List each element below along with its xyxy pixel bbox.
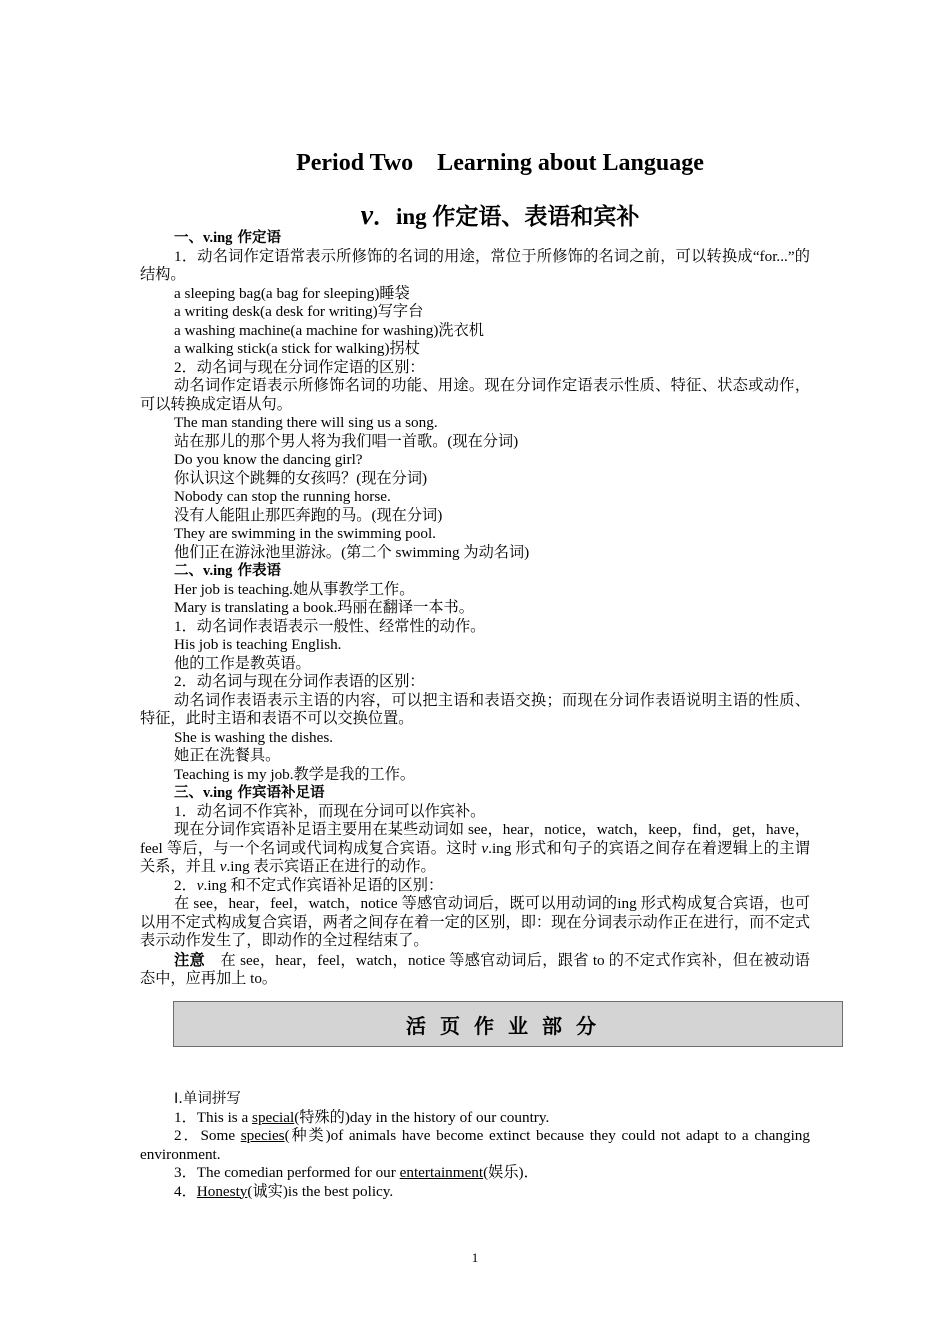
section1-heading: 一、v.ing 作定语 xyxy=(174,230,281,246)
example: Do you know the dancing girl? xyxy=(174,451,363,468)
answer-blank: special xyxy=(252,1108,295,1126)
exercise-heading: Ⅰ.单词拼写 xyxy=(174,1091,241,1107)
subtitle-v: v xyxy=(360,200,373,231)
example: a washing machine(a machine for washing)洗衣机 xyxy=(174,321,484,339)
example: Teaching is my job.教学是我的工作。 xyxy=(174,765,416,783)
example: a sleeping bag(a bag for sleeping)睡袋 xyxy=(174,284,410,302)
page-number: 1 xyxy=(471,1250,479,1265)
grammar-notes xyxy=(140,229,810,989)
example: 站在那儿的那个男人将为我们唱一首歌。(现在分词) xyxy=(174,432,519,450)
example: a walking stick(a stick for walking)拐杖 xyxy=(174,340,420,357)
paragraph: 2．动名词与现在分词作表语的区别： xyxy=(174,673,425,690)
exercise-item: 2．Some species(种类)of animals have become extinct because they could not adapt to a changing environment. xyxy=(140,1127,810,1163)
paragraph: 1．动名词作表语表示一般性、经常性的动作。 xyxy=(174,617,486,635)
answer-blank: Honesty xyxy=(196,1182,248,1200)
exercise-item: 1．This is a special(特殊的)day in the history of our country. xyxy=(174,1108,550,1126)
example: 她正在洗餐具。 xyxy=(174,747,281,764)
paragraph: 1．动名词作定语常表示所修饰的名词的用途，常位于所修饰的名词之前，可以转换成“for...”的结构。 xyxy=(140,247,810,283)
answer-blank: entertainment xyxy=(399,1164,484,1181)
subtitle-rest: ．ing 作定语、表语和宾补 xyxy=(373,204,640,229)
example: 他的工作是教英语。 xyxy=(174,654,311,672)
example: Mary is translating a book.玛丽在翻译一本书。 xyxy=(174,599,474,616)
page-title: Period Two Learning about Language xyxy=(296,150,704,176)
paragraph: 2．v.ing 和不定式作宾语补足语的区别： xyxy=(174,876,444,894)
paragraph: 2．动名词与现在分词作定语的区别： xyxy=(174,358,425,376)
note-keyword: 注意 xyxy=(174,950,206,969)
section-subtitle xyxy=(0,198,950,232)
example: 你认识这个跳舞的女孩吗？(现在分词) xyxy=(174,469,428,487)
paragraph: 动名词作定语表示所修饰名词的功能、用途。现在分词作定语表示性质、特征、状态或动作，可以转换成定语从句。 xyxy=(140,377,810,413)
example: Her job is teaching.她从事教学工作。 xyxy=(174,580,415,598)
section3-heading: 三、v.ing 作宾语补足语 xyxy=(174,785,325,801)
example: His job is teaching English. xyxy=(174,636,342,653)
example: She is washing the dishes. xyxy=(174,728,334,746)
section2-heading: 二、v.ing 作表语 xyxy=(174,563,281,579)
example: They are swimming in the swimming pool. xyxy=(174,525,436,542)
example: Nobody can stop the running horse. xyxy=(174,488,391,505)
exercise-item: 4．Honesty(诚实)is the best policy. xyxy=(174,1182,394,1200)
paragraph: 动名词作表语表示主语的内容，可以把主语和表语交换；而现在分词作表语说明主语的性质、特征，此时主语和表语不可以交换位置。 xyxy=(140,691,810,727)
example: 他们正在游泳池里游泳。(第二个 swimming 为动名词) xyxy=(174,543,530,561)
example: a writing desk(a desk for writing)写字台 xyxy=(174,303,424,320)
exercise-section xyxy=(140,1090,810,1201)
homework-banner: 活页作业部分 xyxy=(173,1001,843,1047)
exercise-item: 3．The comedian performed for our entertainment(娱乐)． xyxy=(174,1164,539,1181)
paragraph: 现在分词作宾语补足语主要用在某些动词如 see，hear，notice，watch，keep，find，get，have，feel 等后，与一个名词或代词构成复合宾语。这时 v.ing 形式和句子的宾语之间存在着逻辑上的主谓关系，并且 v.ing 表示宾语正在进行的动作。 xyxy=(140,821,810,875)
paragraph: 1．动名词不作宾补，而现在分词可以作宾补。 xyxy=(174,802,486,820)
example: The man standing there will sing us a song. xyxy=(174,414,438,431)
answer-blank: species xyxy=(240,1127,285,1144)
paragraph: 在 see，hear，feel，watch，notice 等感官动词后，既可以用动词的ing 形式构成复合宾语，也可以用不定式构成复合宾语，两者之间存在着一定的区别，即：现在分词表示动作正在进行，而不定式表示动作发生了，即动作的全过程结束了。 xyxy=(140,895,810,949)
example: 没有人能阻止那匹奔跑的马。(现在分词) xyxy=(174,506,443,524)
note-paragraph: 注意 在 see，hear，feel，watch，notice 等感官动词后，跟省 to 的不定式作宾补，但在被动语态中，应再加上 to。 xyxy=(140,950,810,987)
